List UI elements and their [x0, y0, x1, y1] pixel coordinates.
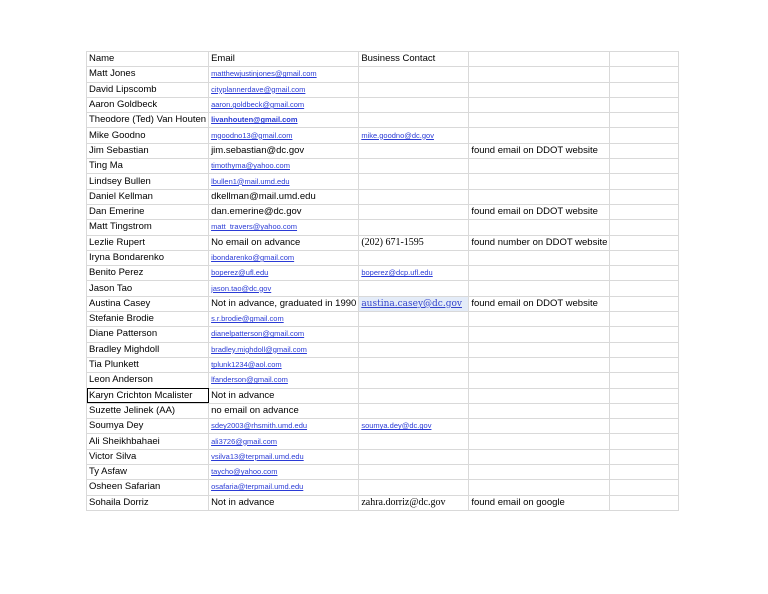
empty-cell[interactable]	[610, 250, 679, 265]
business-contact-cell-text[interactable]: boperez@dcp.ufl.edu	[361, 268, 433, 278]
email-cell-text: dan.emerine@dc.gov	[211, 206, 302, 218]
name-cell[interactable]	[87, 189, 209, 204]
table-row	[87, 82, 679, 97]
header-cell-notes[interactable]	[469, 52, 610, 67]
business-contact-cell[interactable]	[359, 67, 469, 82]
business-contact-cell[interactable]	[359, 204, 469, 219]
business-contact-cell[interactable]	[359, 143, 469, 158]
email-cell[interactable]	[209, 266, 359, 281]
name-cell[interactable]	[87, 97, 209, 112]
table-row	[87, 189, 679, 204]
empty-cell[interactable]	[610, 480, 679, 495]
email-cell-text[interactable]: timothyma@yahoo.com	[211, 161, 290, 171]
email-cell[interactable]	[209, 449, 359, 464]
email-cell[interactable]	[209, 281, 359, 296]
business-contact-cell[interactable]	[359, 250, 469, 265]
name-cell-text: Matt Jones	[89, 68, 136, 80]
name-cell-text: Ty Asfaw	[89, 466, 128, 478]
note-cell[interactable]	[469, 235, 610, 250]
name-cell[interactable]	[87, 266, 209, 281]
note-cell[interactable]	[469, 67, 610, 82]
business-contact-cell[interactable]	[359, 419, 469, 434]
email-cell[interactable]	[209, 327, 359, 342]
name-cell[interactable]	[87, 465, 209, 480]
email-cell-text[interactable]: livanhouten@gmail.com	[211, 115, 298, 125]
email-cell[interactable]	[209, 235, 359, 250]
table-row	[87, 67, 679, 82]
name-cell[interactable]	[87, 373, 209, 388]
email-cell-text[interactable]: bradley.mighdoll@gmail.com	[211, 344, 307, 354]
name-cell-text: Karyn Crichton Mcalister	[89, 389, 193, 401]
empty-cell[interactable]	[610, 113, 679, 128]
note-cell[interactable]	[469, 495, 610, 510]
empty-cell[interactable]	[610, 189, 679, 204]
name-cell-text: Mike Goodno	[89, 129, 146, 141]
business-contact-cell[interactable]	[359, 327, 469, 342]
empty-cell[interactable]	[610, 357, 679, 372]
name-cell-text: Austina Casey	[89, 297, 151, 309]
business-contact-cell[interactable]	[359, 495, 469, 510]
email-cell[interactable]	[209, 495, 359, 510]
table-row	[87, 266, 679, 281]
header-row	[87, 52, 679, 67]
email-cell[interactable]	[209, 434, 359, 449]
note-cell[interactable]	[469, 250, 610, 265]
business-contact-cell[interactable]	[359, 97, 469, 112]
empty-cell[interactable]	[610, 342, 679, 357]
empty-cell[interactable]	[610, 281, 679, 296]
empty-cell[interactable]	[610, 220, 679, 235]
note-cell-text: found number on DDOT website	[471, 236, 608, 248]
empty-cell[interactable]	[610, 419, 679, 434]
note-cell[interactable]	[469, 204, 610, 219]
business-contact-cell[interactable]	[359, 296, 469, 311]
note-cell-text: found email on DDOT website	[471, 297, 598, 309]
note-cell[interactable]	[469, 82, 610, 97]
empty-cell[interactable]	[610, 174, 679, 189]
email-cell[interactable]	[209, 403, 359, 418]
email-cell-text[interactable]: ali3726@gmail.com	[211, 436, 278, 446]
name-cell[interactable]	[87, 495, 209, 510]
email-cell-text[interactable]: sdey2003@rhsmith.umd.edu	[211, 421, 308, 431]
email-cell[interactable]	[209, 480, 359, 495]
name-cell-text: Osheen Safarian	[89, 481, 161, 493]
name-cell-text: Dan Emerine	[89, 206, 145, 218]
name-cell[interactable]	[87, 82, 209, 97]
email-cell[interactable]	[209, 388, 359, 403]
email-cell-text[interactable]: jason.tao@dc.gov	[211, 283, 272, 293]
name-cell-text: Sohaila Dorriz	[89, 496, 149, 508]
empty-cell[interactable]	[610, 82, 679, 97]
email-cell-text[interactable]: tplunk1234@aol.com	[211, 360, 282, 370]
table-row	[87, 204, 679, 219]
empty-cell[interactable]	[610, 388, 679, 403]
name-cell[interactable]	[87, 449, 209, 464]
business-contact-cell[interactable]	[359, 189, 469, 204]
name-cell-text: Lindsey Bullen	[89, 175, 151, 187]
table-row	[87, 403, 679, 418]
email-cell[interactable]	[209, 128, 359, 143]
name-cell-text: Aaron Goldbeck	[89, 99, 158, 111]
note-cell[interactable]	[469, 113, 610, 128]
empty-cell[interactable]	[610, 159, 679, 174]
business-contact-cell[interactable]	[359, 266, 469, 281]
name-cell[interactable]	[87, 388, 209, 403]
table-row	[87, 373, 679, 388]
business-contact-cell[interactable]	[359, 434, 469, 449]
empty-cell[interactable]	[610, 296, 679, 311]
email-cell-text[interactable]: lbullen1@mail.umd.edu	[211, 176, 290, 186]
email-cell-text[interactable]: cityplannerdave@gmail.com	[211, 84, 306, 94]
business-contact-cell-text[interactable]: mike.goodno@dc.gov	[361, 130, 434, 140]
business-contact-cell-text: (202) 671-1595	[361, 236, 424, 248]
email-cell-text[interactable]: lfanderson@gmail.com	[211, 375, 288, 385]
name-cell[interactable]	[87, 357, 209, 372]
name-cell-text: Victor Silva	[89, 450, 137, 462]
business-contact-cell[interactable]	[359, 159, 469, 174]
email-cell-text[interactable]: matt_travers@yahoo.com	[211, 222, 298, 232]
table-row	[87, 357, 679, 372]
empty-cell[interactable]	[610, 373, 679, 388]
table-row	[87, 97, 679, 112]
email-cell[interactable]	[209, 465, 359, 480]
email-cell[interactable]	[209, 250, 359, 265]
note-cell-text: found email on DDOT website	[471, 144, 598, 156]
contacts-table	[86, 51, 679, 511]
business-contact-cell[interactable]	[359, 403, 469, 418]
table-row	[87, 327, 679, 342]
business-contact-cell[interactable]	[359, 357, 469, 372]
email-cell[interactable]	[209, 97, 359, 112]
table-row	[87, 434, 679, 449]
email-cell[interactable]	[209, 189, 359, 204]
name-cell[interactable]	[87, 128, 209, 143]
email-cell[interactable]	[209, 67, 359, 82]
name-cell-text: Ting Ma	[89, 160, 123, 172]
note-cell[interactable]	[469, 128, 610, 143]
header-cell-name[interactable]: Name	[87, 52, 209, 67]
name-cell-text: Theodore (Ted) Van Houten	[89, 114, 207, 126]
empty-cell[interactable]	[610, 434, 679, 449]
business-contact-cell[interactable]	[359, 480, 469, 495]
table-row	[87, 143, 679, 158]
email-cell-text: Not in advance	[211, 496, 275, 508]
business-contact-cell[interactable]	[359, 113, 469, 128]
name-cell[interactable]	[87, 296, 209, 311]
name-cell[interactable]	[87, 403, 209, 418]
email-cell-text[interactable]: mgoodno13@gmail.com	[211, 130, 293, 140]
business-contact-cell[interactable]	[359, 342, 469, 357]
email-cell[interactable]	[209, 82, 359, 97]
header-cell-empty[interactable]	[610, 52, 679, 67]
note-cell[interactable]	[469, 434, 610, 449]
table-row	[87, 449, 679, 464]
email-cell[interactable]	[209, 159, 359, 174]
note-cell[interactable]	[469, 465, 610, 480]
table-row	[87, 220, 679, 235]
empty-cell[interactable]	[610, 204, 679, 219]
email-cell-text[interactable]: osafaria@terpmail.umd.edu	[211, 482, 304, 492]
name-cell[interactable]	[87, 419, 209, 434]
email-cell-text: no email on advance	[211, 404, 299, 416]
empty-cell[interactable]	[610, 449, 679, 464]
email-cell-text[interactable]: aaron.goldbeck@gmail.com	[211, 100, 305, 110]
name-cell[interactable]	[87, 312, 209, 327]
name-cell[interactable]	[87, 342, 209, 357]
name-cell-text: Iryna Bondarenko	[89, 252, 164, 263]
business-contact-cell[interactable]	[359, 465, 469, 480]
table-row	[87, 480, 679, 495]
table-row	[87, 296, 679, 311]
email-cell[interactable]	[209, 312, 359, 327]
business-contact-cell[interactable]	[359, 388, 469, 403]
email-cell-text: Not in advance, graduated in 1990	[211, 297, 357, 309]
note-cell[interactable]	[469, 419, 610, 434]
business-contact-cell[interactable]	[359, 281, 469, 296]
table-row	[87, 250, 679, 265]
table-row	[87, 281, 679, 296]
name-cell-text: Bradley Mighdoll	[89, 343, 160, 355]
name-cell[interactable]	[87, 67, 209, 82]
table-row	[87, 419, 679, 434]
empty-cell[interactable]	[610, 67, 679, 82]
email-cell-text: Not in advance	[211, 389, 275, 401]
email-cell-text: No email on advance	[211, 236, 301, 248]
note-cell[interactable]	[469, 189, 610, 204]
note-cell[interactable]	[469, 97, 610, 112]
note-cell[interactable]	[469, 403, 610, 418]
name-cell[interactable]	[87, 159, 209, 174]
note-cell[interactable]	[469, 373, 610, 388]
email-cell-text[interactable]: vsilva13@terpmail.umd.edu	[211, 451, 304, 461]
contacts-table-body	[87, 52, 679, 511]
name-cell[interactable]	[87, 113, 209, 128]
note-cell[interactable]	[469, 159, 610, 174]
name-cell[interactable]	[87, 250, 209, 265]
note-cell[interactable]	[469, 357, 610, 372]
name-cell-text: Benito Perez	[89, 267, 144, 279]
email-cell-text[interactable]: dianelpatterson@gmail.com	[211, 329, 305, 339]
name-cell[interactable]	[87, 434, 209, 449]
email-cell-text[interactable]: matthewjustinjones@gmail.com	[211, 69, 317, 79]
table-row	[87, 388, 679, 403]
note-cell[interactable]	[469, 480, 610, 495]
empty-cell[interactable]	[610, 128, 679, 143]
table-row	[87, 495, 679, 510]
name-cell[interactable]	[87, 480, 209, 495]
table-row	[87, 312, 679, 327]
business-contact-cell[interactable]	[359, 373, 469, 388]
email-cell-text[interactable]: boperez@ufl.edu	[211, 268, 269, 278]
empty-cell[interactable]	[610, 495, 679, 510]
business-contact-cell[interactable]	[359, 174, 469, 189]
business-contact-cell[interactable]	[359, 235, 469, 250]
email-cell[interactable]	[209, 204, 359, 219]
name-cell[interactable]	[87, 235, 209, 250]
empty-cell[interactable]	[610, 143, 679, 158]
email-cell-text[interactable]: ibondarenko@gmail.com	[211, 253, 295, 262]
name-cell[interactable]	[87, 220, 209, 235]
empty-cell[interactable]	[610, 235, 679, 250]
business-contact-cell[interactable]	[359, 82, 469, 97]
table-row	[87, 174, 679, 189]
name-cell[interactable]	[87, 281, 209, 296]
note-cell[interactable]	[469, 388, 610, 403]
name-cell-text: Lezlie Rupert	[89, 236, 145, 248]
business-contact-cell[interactable]	[359, 220, 469, 235]
email-cell-text: jim.sebastian@dc.gov	[211, 144, 305, 156]
name-cell-text: David Lipscomb	[89, 83, 157, 95]
email-cell-text[interactable]: s.r.brodie@gmail.com	[211, 314, 284, 324]
note-cell[interactable]	[469, 174, 610, 189]
empty-cell[interactable]	[610, 97, 679, 112]
empty-cell[interactable]	[610, 465, 679, 480]
empty-cell[interactable]	[610, 403, 679, 418]
name-cell-text: Jim Sebastian	[89, 144, 149, 156]
name-cell[interactable]	[87, 174, 209, 189]
name-cell-text: Leon Anderson	[89, 374, 153, 386]
business-contact-cell[interactable]	[359, 128, 469, 143]
table-row	[87, 128, 679, 143]
name-cell-text: Daniel Kellman	[89, 190, 153, 202]
email-cell[interactable]	[209, 143, 359, 158]
note-cell[interactable]	[469, 296, 610, 311]
name-cell-text: Suzette Jelinek (AA)	[89, 404, 176, 416]
email-cell[interactable]	[209, 220, 359, 235]
note-cell[interactable]	[469, 312, 610, 327]
note-cell[interactable]	[469, 342, 610, 357]
note-cell[interactable]	[469, 220, 610, 235]
name-cell-text: Soumya Dey	[89, 420, 144, 432]
email-cell[interactable]	[209, 296, 359, 311]
table-row	[87, 342, 679, 357]
note-cell[interactable]	[469, 449, 610, 464]
table-row	[87, 235, 679, 250]
header-cell-email[interactable]: Email	[209, 52, 359, 67]
name-cell-text: Ali Sheikhbahaei	[89, 435, 160, 447]
business-contact-cell-text[interactable]: austina.casey@dc.gov	[361, 298, 462, 309]
name-cell[interactable]	[87, 143, 209, 158]
email-cell[interactable]	[209, 373, 359, 388]
header-cell-business-contact[interactable]: Business Contact	[359, 52, 469, 67]
empty-cell[interactable]	[610, 327, 679, 342]
business-contact-cell[interactable]	[359, 449, 469, 464]
empty-cell[interactable]	[610, 312, 679, 327]
name-cell[interactable]	[87, 204, 209, 219]
name-cell[interactable]	[87, 327, 209, 342]
table-row	[87, 159, 679, 174]
name-cell-text: Diane Patterson	[89, 328, 158, 340]
note-cell[interactable]	[469, 281, 610, 296]
email-cell[interactable]	[209, 113, 359, 128]
note-cell-text: found email on DDOT website	[471, 206, 598, 218]
empty-cell[interactable]	[610, 266, 679, 281]
table-row	[87, 465, 679, 480]
note-cell[interactable]	[469, 327, 610, 342]
note-cell[interactable]	[469, 143, 610, 158]
name-cell-text: Stefanie Brodie	[89, 313, 154, 325]
email-cell[interactable]	[209, 342, 359, 357]
note-cell[interactable]	[469, 266, 610, 281]
business-contact-cell[interactable]	[359, 312, 469, 327]
business-contact-cell-text: zahra.dorriz@dc.gov	[361, 496, 446, 508]
name-cell-text: Tia Plunkett	[89, 359, 139, 371]
note-cell-text: found email on google	[471, 496, 565, 508]
email-cell[interactable]	[209, 419, 359, 434]
business-contact-cell-text[interactable]: soumya.dey@dc.gov	[361, 421, 432, 431]
email-cell[interactable]	[209, 357, 359, 372]
name-cell-text: Jason Tao	[89, 282, 133, 294]
email-cell[interactable]	[209, 174, 359, 189]
email-cell-text[interactable]: taycho@yahoo.com	[211, 467, 278, 477]
email-cell-text: dkellman@mail.umd.edu	[211, 190, 316, 202]
name-cell-text: Matt Tingstrom	[89, 221, 152, 233]
table-row	[87, 113, 679, 128]
